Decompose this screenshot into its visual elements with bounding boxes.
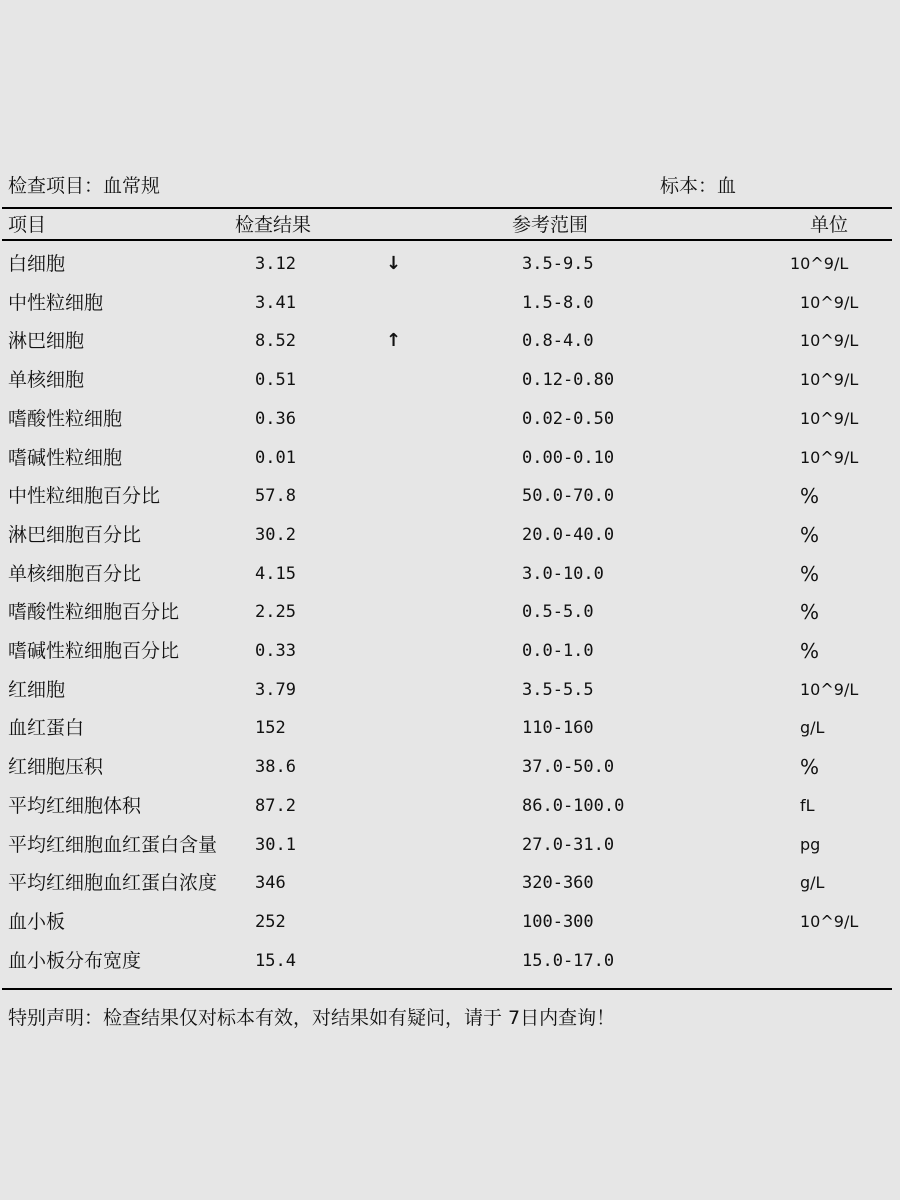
row-unit: g/L bbox=[800, 718, 825, 738]
row-range: 27.0-31.0 bbox=[522, 834, 615, 855]
row-name: 平均红细胞血红蛋白含量 bbox=[8, 833, 218, 856]
table-row bbox=[0, 787, 900, 825]
row-result: 38.6 bbox=[255, 757, 296, 778]
row-range: 110-160 bbox=[522, 718, 594, 739]
row-range: 20.0-40.0 bbox=[522, 524, 615, 545]
row-range: 0.12-0.80 bbox=[522, 370, 615, 391]
column-header-name: 项目 bbox=[8, 214, 47, 236]
row-range: 0.0-1.0 bbox=[522, 641, 594, 661]
row-result: 30.1 bbox=[255, 834, 296, 855]
row-range: 0.5-5.0 bbox=[522, 602, 594, 623]
table-row bbox=[0, 555, 900, 593]
row-range: 0.02-0.50 bbox=[522, 408, 615, 429]
row-result: 0.36 bbox=[255, 408, 296, 429]
row-range: 86.0-100.0 bbox=[522, 795, 625, 816]
row-unit: 10^9/L bbox=[800, 911, 859, 931]
row-unit: pg bbox=[800, 834, 821, 854]
row-name: 血红蛋白 bbox=[8, 717, 85, 740]
row-unit: g/L bbox=[800, 873, 825, 893]
row-result: 3.41 bbox=[255, 292, 296, 313]
table-row bbox=[0, 400, 900, 438]
row-range: 0.00-0.10 bbox=[522, 447, 615, 468]
row-result: 30.2 bbox=[255, 524, 296, 545]
table-row bbox=[0, 593, 900, 631]
column-header-unit: 单位 bbox=[810, 214, 849, 236]
row-name: 血小板 bbox=[8, 910, 66, 933]
row-unit: 10^9/L bbox=[800, 447, 859, 467]
row-name: 嗜碱性粒细胞 bbox=[8, 446, 123, 469]
row-result: 252 bbox=[255, 911, 286, 932]
row-unit: fL bbox=[800, 795, 815, 815]
row-range: 100-300 bbox=[522, 911, 594, 932]
table-row bbox=[0, 942, 900, 980]
row-unit: % bbox=[800, 522, 820, 547]
row-name: 淋巴细胞百分比 bbox=[8, 523, 142, 546]
sample-type-label: 标本：血 bbox=[660, 175, 737, 197]
row-name: 嗜碱性粒细胞百分比 bbox=[8, 640, 180, 662]
row-range: 0.8-4.0 bbox=[522, 331, 594, 352]
row-result: 3.79 bbox=[255, 679, 296, 700]
table-row bbox=[0, 709, 900, 747]
row-name: 中性粒细胞 bbox=[8, 291, 104, 314]
row-result: 0.01 bbox=[255, 447, 296, 468]
table-row bbox=[0, 361, 900, 399]
table-header-rule bbox=[2, 239, 892, 241]
row-flag: ↓ bbox=[386, 253, 402, 274]
row-result: 346 bbox=[255, 873, 286, 894]
row-name: 淋巴细胞 bbox=[8, 330, 85, 353]
table-bottom-rule bbox=[2, 988, 892, 990]
row-result: 4.15 bbox=[255, 563, 296, 584]
row-range: 50.0-70.0 bbox=[522, 486, 615, 507]
row-name: 平均红细胞血红蛋白浓度 bbox=[8, 872, 218, 895]
row-result: 15.4 bbox=[255, 950, 296, 971]
table-row bbox=[0, 439, 900, 477]
row-range: 37.0-50.0 bbox=[522, 757, 615, 778]
row-unit: 10^9/L bbox=[800, 370, 859, 390]
row-name: 嗜酸性粒细胞百分比 bbox=[8, 601, 180, 624]
column-header-result: 检查结果 bbox=[235, 214, 312, 236]
row-unit: % bbox=[800, 755, 820, 780]
table-row bbox=[0, 245, 900, 283]
row-flag: ↑ bbox=[386, 330, 402, 352]
row-result: 87.2 bbox=[255, 795, 296, 816]
row-name: 单核细胞百分比 bbox=[8, 562, 142, 585]
row-name: 嗜酸性粒细胞 bbox=[8, 407, 123, 430]
row-result: 0.51 bbox=[255, 370, 296, 391]
row-range: 3.0-10.0 bbox=[522, 563, 604, 584]
row-name: 白细胞 bbox=[8, 253, 66, 275]
table-row bbox=[0, 671, 900, 709]
row-range: 3.5-9.5 bbox=[522, 254, 594, 274]
row-name: 平均红细胞体积 bbox=[8, 794, 142, 817]
row-name: 红细胞 bbox=[8, 678, 66, 701]
row-name: 血小板分布宽度 bbox=[8, 949, 142, 972]
row-unit: % bbox=[800, 561, 820, 586]
table-top-rule bbox=[2, 207, 892, 209]
row-unit: 10^9/L bbox=[800, 408, 859, 428]
exam-item-label: 检查项目：血常规 bbox=[8, 175, 161, 197]
table-row bbox=[0, 516, 900, 554]
row-result: 8.52 bbox=[255, 331, 296, 352]
row-unit: % bbox=[800, 639, 820, 663]
row-unit: 10^9/L bbox=[800, 331, 859, 351]
table-row bbox=[0, 284, 900, 322]
row-result: 0.33 bbox=[255, 641, 296, 661]
footer-disclaimer: 特别声明：检查结果仅对标本有效，对结果如有疑问，请于 7日内查询！ bbox=[8, 1007, 616, 1029]
row-unit: 10^9/L bbox=[800, 679, 859, 699]
table-row bbox=[0, 322, 900, 360]
row-unit: % bbox=[800, 484, 820, 509]
row-result: 2.25 bbox=[255, 602, 296, 623]
row-unit: 10^9/L bbox=[790, 254, 849, 273]
table-row bbox=[0, 632, 900, 670]
row-result: 3.12 bbox=[255, 254, 296, 274]
row-unit: % bbox=[800, 600, 820, 625]
row-unit: 10^9/L bbox=[800, 292, 859, 312]
row-range: 3.5-5.5 bbox=[522, 679, 594, 700]
table-row bbox=[0, 477, 900, 515]
row-name: 红细胞压积 bbox=[8, 756, 104, 779]
row-range: 1.5-8.0 bbox=[522, 292, 594, 313]
row-name: 中性粒细胞百分比 bbox=[8, 485, 161, 508]
column-header-range: 参考范围 bbox=[512, 214, 589, 236]
table-row bbox=[0, 826, 900, 864]
row-name: 单核细胞 bbox=[8, 369, 85, 392]
row-result: 57.8 bbox=[255, 486, 296, 507]
table-row bbox=[0, 748, 900, 786]
table-row bbox=[0, 903, 900, 941]
row-result: 152 bbox=[255, 718, 286, 739]
row-range: 320-360 bbox=[522, 873, 594, 894]
row-range: 15.0-17.0 bbox=[522, 950, 615, 971]
table-row bbox=[0, 864, 900, 902]
